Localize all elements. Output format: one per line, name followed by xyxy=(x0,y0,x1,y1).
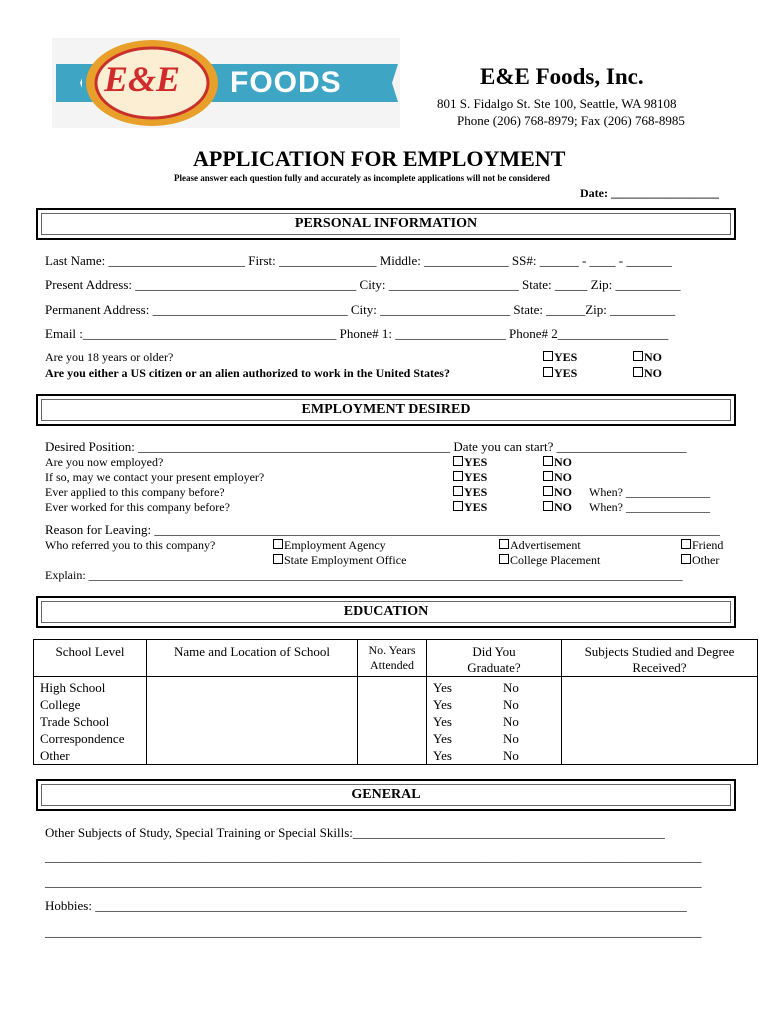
question-contact-employer: If so, may we contact your present employer? xyxy=(45,470,265,484)
page-subtitle: Please answer each question fully and accurately as incomplete applications will not be considered xyxy=(174,173,550,183)
checkbox-icon xyxy=(499,554,509,564)
no-label: NO xyxy=(644,366,662,380)
checkbox-icon xyxy=(453,501,463,511)
contact-yes-checkbox[interactable] xyxy=(453,470,487,485)
worked-no-checkbox[interactable] xyxy=(543,500,572,515)
option-label: Advertisement xyxy=(510,538,581,552)
applied-yes-checkbox[interactable] xyxy=(453,485,487,500)
yes-label: YES xyxy=(464,455,488,469)
blank-line[interactable]: _____________________________________________________________________________________________________ xyxy=(45,849,702,864)
grad-no[interactable]: No xyxy=(503,714,519,729)
checkbox-icon xyxy=(273,554,283,564)
option-label: State Employment Office xyxy=(284,553,407,567)
worked-when-field[interactable]: When? ______________ xyxy=(589,500,710,514)
no-label: NO xyxy=(554,470,572,484)
col-years-attended: No. Years Attended xyxy=(368,643,416,672)
checkbox-icon xyxy=(543,486,553,496)
grad-yes[interactable]: Yes xyxy=(433,714,452,729)
logo-text-right: FOODS xyxy=(230,66,342,99)
other-skills-field[interactable]: Other Subjects of Study, Special Training or Special Skills:________________________________________________ xyxy=(45,825,665,840)
citizen-yes-checkbox[interactable] xyxy=(543,366,577,381)
company-phone: Phone (206) 768-8979; Fax (206) 768-8985 xyxy=(457,113,685,128)
question-now-employed: Are you now employed? xyxy=(45,455,164,469)
grad-yes[interactable]: Yes xyxy=(433,697,452,712)
question-age: Are you 18 years or older? xyxy=(45,350,174,364)
worked-yes-checkbox[interactable] xyxy=(453,500,487,515)
desired-position-field[interactable]: Desired Position: ________________________________________________ Date you can start? ____________________ xyxy=(45,439,687,454)
row-college: College xyxy=(40,697,81,712)
table-body-row xyxy=(34,677,758,765)
permanent-address-fields[interactable]: Permanent Address: ______________________________ City: ____________________ State: ______Zip: __________ xyxy=(45,302,676,317)
checkbox-icon xyxy=(633,351,643,361)
no-label: NO xyxy=(644,350,662,364)
blank-line[interactable]: _____________________________________________________________________________________________________ xyxy=(45,924,702,939)
contact-fields[interactable]: Email :_______________________________________ Phone# 1: _________________ Phone# 2_________________ xyxy=(45,326,669,341)
yes-label: YES xyxy=(464,485,488,499)
question-citizen: Are you either a US citizen or an alien authorized to work in the United States? xyxy=(45,366,450,380)
name-fields[interactable]: Last Name: _____________________ First: _______________ Middle: _____________ SS#: ______ - ____ - _______ xyxy=(45,253,672,268)
subjects-cell[interactable] xyxy=(562,677,758,765)
checkbox-icon xyxy=(453,456,463,466)
checkbox-icon xyxy=(453,471,463,481)
option-label: Friend xyxy=(692,538,724,552)
row-high-school: High School xyxy=(40,680,106,695)
age-no-checkbox[interactable] xyxy=(633,350,662,365)
employed-yes-checkbox[interactable] xyxy=(453,455,487,470)
company-logo xyxy=(52,38,400,128)
referral-other-checkbox[interactable] xyxy=(681,553,719,568)
yes-label: YES xyxy=(464,470,488,484)
referral-college-checkbox[interactable] xyxy=(499,553,600,568)
option-label: College Placement xyxy=(510,553,601,567)
yes-label: YES xyxy=(554,350,578,364)
company-name: E&E Foods, Inc. xyxy=(480,64,644,89)
grad-no[interactable]: No xyxy=(503,697,519,712)
col-school-name: Name and Location of School xyxy=(174,644,330,659)
checkbox-icon xyxy=(543,456,553,466)
years-attended-cell[interactable] xyxy=(358,677,427,765)
checkbox-icon xyxy=(543,471,553,481)
checkbox-icon xyxy=(543,367,553,377)
grad-yes[interactable]: Yes xyxy=(433,680,452,695)
present-address-fields[interactable]: Present Address: __________________________________ City: ____________________ State: _____ Zip: __________ xyxy=(45,277,681,292)
section-header-education xyxy=(36,596,736,628)
grad-no[interactable]: No xyxy=(503,748,519,763)
option-label: Other xyxy=(692,553,720,567)
citizen-no-checkbox[interactable] xyxy=(633,366,662,381)
grad-yes[interactable]: Yes xyxy=(433,748,452,763)
checkbox-icon xyxy=(543,351,553,361)
row-other: Other xyxy=(40,748,70,763)
referral-agency-checkbox[interactable] xyxy=(273,538,386,553)
section-title: EMPLOYMENT DESIRED xyxy=(301,402,471,417)
question-worked-before: Ever worked for this company before? xyxy=(45,500,230,514)
option-label: Employment Agency xyxy=(284,538,386,552)
page-title: APPLICATION FOR EMPLOYMENT xyxy=(193,146,566,171)
logo-text-left: E&E xyxy=(104,59,181,99)
section-header-personal xyxy=(36,208,736,240)
blank-line[interactable]: _____________________________________________________________________________________________________ xyxy=(45,874,702,889)
employed-no-checkbox[interactable] xyxy=(543,455,572,470)
contact-no-checkbox[interactable] xyxy=(543,470,572,485)
no-label: NO xyxy=(554,455,572,469)
no-label: NO xyxy=(554,485,572,499)
question-applied-before: Ever applied to this company before? xyxy=(45,485,225,499)
section-title: PERSONAL INFORMATION xyxy=(294,216,478,231)
grad-no[interactable]: No xyxy=(503,731,519,746)
company-address: 801 S. Fidalgo St. Ste 100, Seattle, WA 98108 xyxy=(437,96,677,111)
col-subjects: Subjects Studied and Degree Received? xyxy=(584,644,735,675)
referral-state-checkbox[interactable] xyxy=(273,553,406,568)
row-trade-school: Trade School xyxy=(40,714,110,729)
col-school-level: School Level xyxy=(55,644,125,659)
yes-label: YES xyxy=(464,500,488,514)
checkbox-icon xyxy=(681,554,691,564)
section-header-employment xyxy=(36,394,736,426)
applied-when-field[interactable]: When? ______________ xyxy=(589,485,710,499)
section-title: GENERAL xyxy=(351,787,421,802)
section-header-general xyxy=(36,779,736,811)
yes-label: YES xyxy=(554,366,578,380)
checkbox-icon xyxy=(681,539,691,549)
grad-yes[interactable]: Yes xyxy=(433,731,452,746)
section-title: EDUCATION xyxy=(343,604,429,619)
education-table xyxy=(33,639,758,765)
applied-no-checkbox[interactable] xyxy=(543,485,572,500)
checkbox-icon xyxy=(543,501,553,511)
checkbox-icon xyxy=(273,539,283,549)
hobbies-field[interactable]: Hobbies: ___________________________________________________________________________________________ xyxy=(45,898,687,913)
referral-ad-checkbox[interactable] xyxy=(499,538,581,553)
col-graduated: Did You Graduate? xyxy=(467,644,521,675)
checkbox-icon xyxy=(633,367,643,377)
checkbox-icon xyxy=(453,486,463,496)
age-yes-checkbox[interactable] xyxy=(543,350,577,365)
row-correspondence: Correspondence xyxy=(40,731,125,746)
date-field[interactable]: Date: __________________ xyxy=(580,186,719,200)
referral-friend-checkbox[interactable] xyxy=(681,538,723,553)
grad-no[interactable]: No xyxy=(503,680,519,695)
school-name-cell[interactable] xyxy=(147,677,358,765)
table-header-row xyxy=(34,640,758,677)
no-label: NO xyxy=(554,500,572,514)
reason-for-leaving-field[interactable]: Reason for Leaving: _______________________________________________________________________________________ xyxy=(45,522,720,537)
explain-field[interactable]: Explain: ___________________________________________________________________________________________________ xyxy=(45,568,683,582)
checkbox-icon xyxy=(499,539,509,549)
question-referred: Who referred you to this company? xyxy=(45,538,216,552)
